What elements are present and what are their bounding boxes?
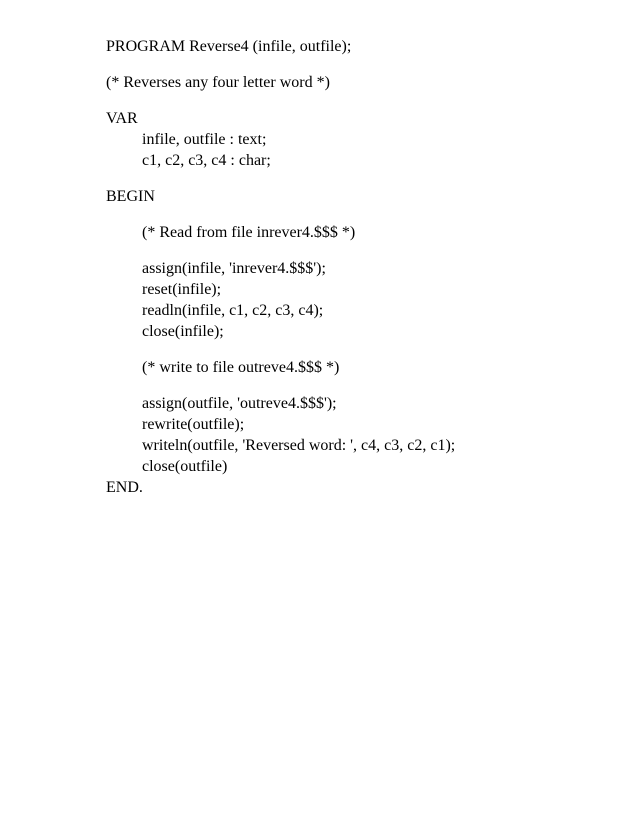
- blank-line: [106, 207, 626, 222]
- blank-line: [106, 57, 626, 72]
- program-declaration: PROGRAM Reverse4 (infile, outfile);: [106, 38, 352, 55]
- write-comment: (* write to file outreve4.$$$ *): [142, 359, 340, 376]
- var-declaration-chars: c1, c2, c3, c4 : char;: [142, 152, 271, 169]
- blank-line: [106, 378, 626, 393]
- begin-keyword: BEGIN: [106, 188, 155, 205]
- pascal-code-listing: [106, 36, 626, 498]
- close-infile-statement: close(infile);: [142, 323, 224, 340]
- blank-line: [106, 342, 626, 357]
- writeln-statement: writeln(outfile, 'Reversed word: ', c4, c3, c2, c1);: [142, 437, 456, 454]
- program-comment: (* Reverses any four letter word *): [106, 74, 330, 91]
- blank-line: [106, 93, 626, 108]
- reset-infile-statement: reset(infile);: [142, 281, 222, 298]
- readln-statement: readln(infile, c1, c2, c3, c4);: [142, 302, 324, 319]
- blank-line: [106, 171, 626, 186]
- var-declaration-files: infile, outfile : text;: [142, 131, 267, 148]
- assign-outfile-statement: assign(outfile, 'outreve4.$$$');: [142, 395, 337, 412]
- blank-line: [106, 243, 626, 258]
- end-keyword: END.: [106, 479, 143, 496]
- read-comment: (* Read from file inrever4.$$$ *): [142, 224, 356, 241]
- var-keyword: VAR: [106, 110, 138, 127]
- rewrite-outfile-statement: rewrite(outfile);: [142, 416, 245, 433]
- assign-infile-statement: assign(infile, 'inrever4.$$$');: [142, 260, 326, 277]
- close-outfile-statement: close(outfile): [142, 458, 228, 475]
